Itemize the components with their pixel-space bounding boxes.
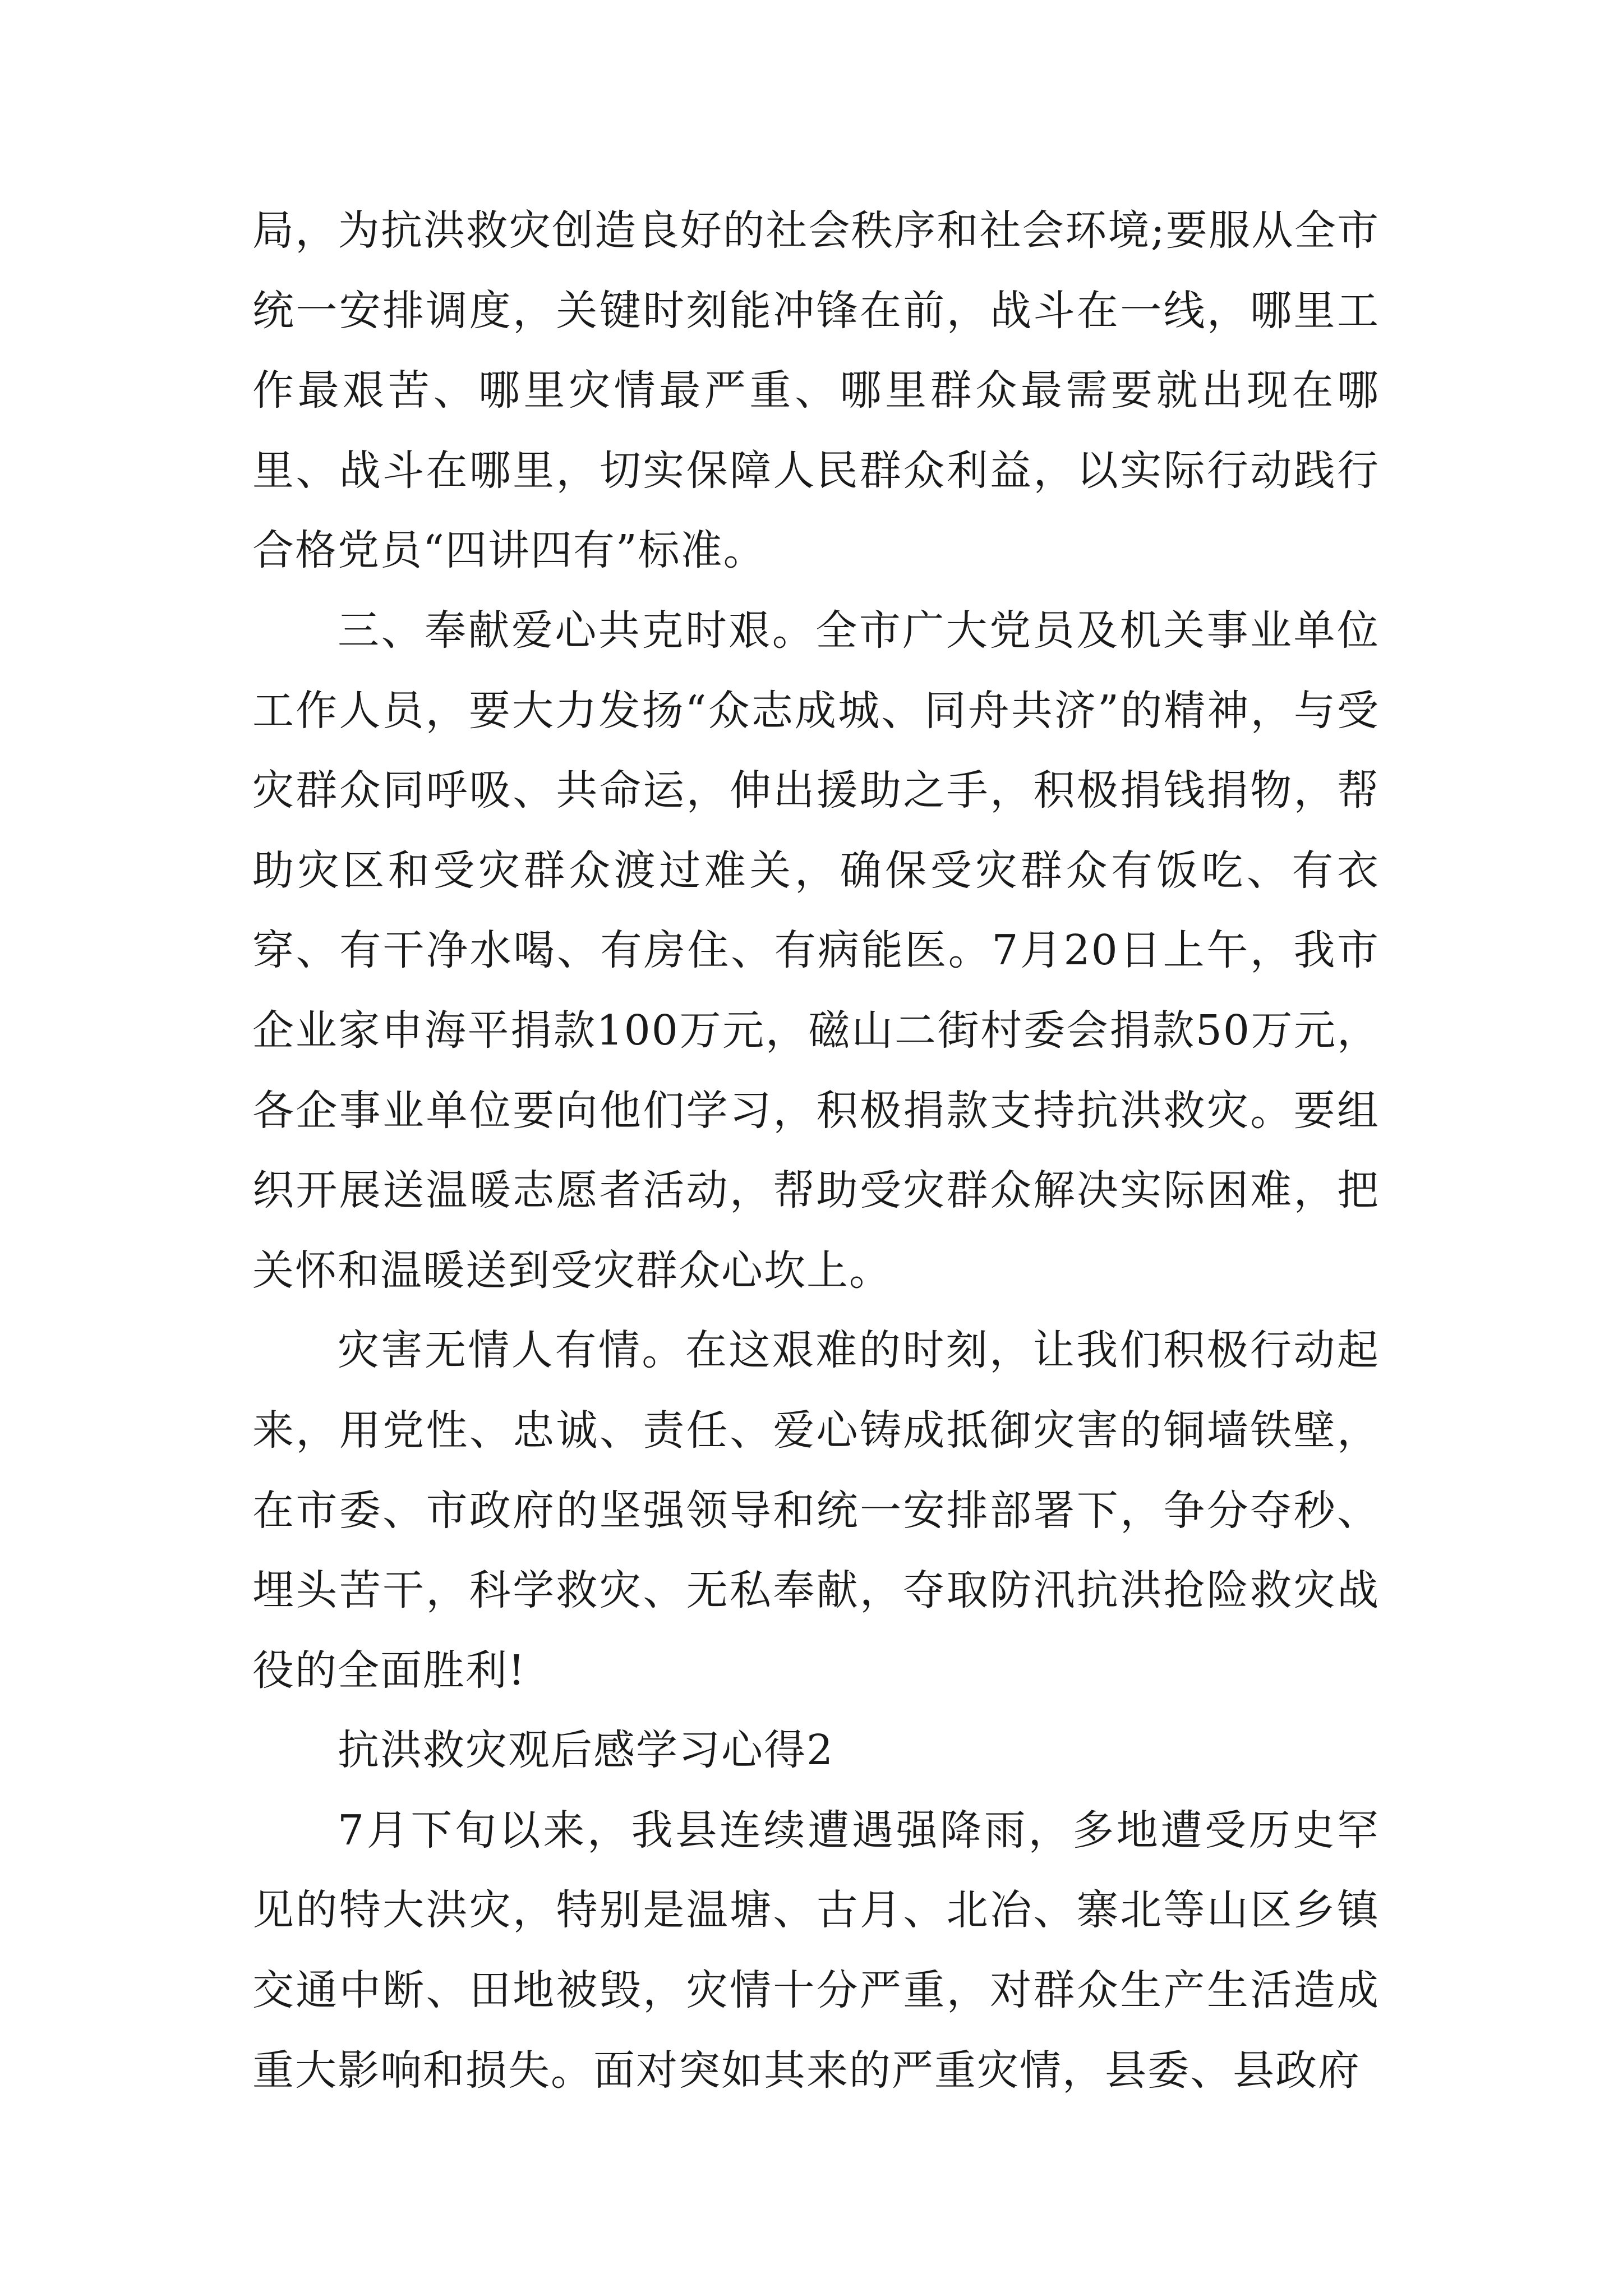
- paragraph-continuation: 局，为抗洪救灾创造良好的社会秩序和社会环境;要服从全市统一安排调度，关键时刻能冲锋在前，战斗在一线，哪里工作最艰苦、哪里灾情最严重、哪里群众最需要就出现在哪里、战斗在哪里，切实保障人民群众利益，以实际行动践行合格党员“四讲四有”标准。: [252, 206, 1380, 575]
- paragraph-conclusion: 灾害无情人有情。在这艰难的时刻，让我们积极行动起来，用党性、忠诚、责任、爱心铸成抵御灾害的铜墙铁壁，在市委、市政府的坚强领导和统一安排部署下，争分夺秒、埋头苦干，科学救灾、无私奉献，夺取防汛抗洪抢险救灾战役的全面胜利!: [252, 1326, 1380, 1695]
- paragraph-section-three: 三、奉献爱心共克时艰。全市广大党员及机关事业单位工作人员，要大力发扬“众志成城、同舟共济”的精神，与受灾群众同呼吸、共命运，伸出援助之手，积极捐钱捐物，帮助灾区和受灾群众渡过难关，确保受灾群众有饭吃、有衣穿、有干净水喝、有房住、有病能医。7月20日上午，我市企业家申海平捐款100万元，磁山二街村委会捐款50万元，各企事业单位要向他们学习，积极捐款支持抗洪救灾。要组织开展送温暖志愿者活动，帮助受灾群众解决实际困难，把关怀和温暖送到受灾群众心坎上。: [252, 606, 1380, 1295]
- section-heading: 抗洪救灾观后感学习心得2: [338, 1726, 834, 1775]
- paragraph-article-two-intro: 7月下旬以来，我县连续遭遇强降雨，多地遭受历史罕见的特大洪灾，特别是温塘、古月、北冶、寨北等山区乡镇交通中断、田地被毁，灾情十分严重，对群众生产生活造成重大影响和损失。面对突如其来的严重灾情，县委、县政府: [252, 1806, 1380, 2095]
- document-body: [252, 191, 1380, 2110]
